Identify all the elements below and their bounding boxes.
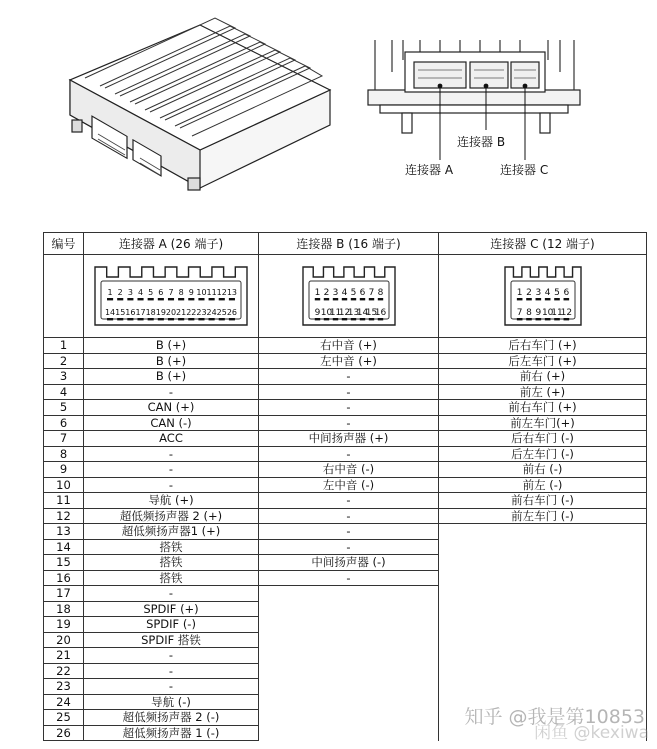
connector-a-pin-slot [158, 318, 164, 320]
header-number: 编号 [44, 233, 84, 255]
connector-a-top-pin-label: 7 [168, 288, 174, 297]
connector-c-top-pin-label: 6 [562, 288, 569, 298]
connector-a-function: 超低频扬声器 2 (+) [84, 508, 259, 524]
connector-a-top-pin-label: 8 [178, 288, 184, 297]
connector-a-function: - [84, 586, 259, 602]
connector-b-function: - [259, 446, 439, 462]
connector-b-top-pin-label: 4 [341, 288, 347, 298]
connector-b-top-pin-label: 1 [314, 288, 320, 298]
connector-c-pin-slot [554, 298, 560, 300]
connector-a-bottom-pin-label: 19 [155, 308, 166, 317]
connector-b-face-diagram [299, 263, 399, 329]
connector-a-pin-slot [178, 318, 184, 320]
connector-a-function: - [84, 446, 259, 462]
connector-a-function: 导航 (-) [84, 694, 259, 710]
connector-a-bottom-pin-label: 17 [135, 308, 146, 317]
connector-b-top-pin-label: 3 [332, 288, 338, 298]
connector-b-pin-slot [314, 298, 319, 300]
connector-a-pin-slot [168, 298, 174, 300]
connector-a-pin-slot [188, 298, 194, 300]
pin-number: 14 [44, 539, 84, 555]
table-row [44, 725, 647, 741]
table-row [44, 710, 647, 726]
table-row [44, 601, 647, 617]
connector-a-function: - [84, 648, 259, 664]
pin-number: 10 [44, 477, 84, 493]
connector-b-top-pin-label: 5 [350, 288, 356, 298]
connector-a-pin-slot [137, 318, 143, 320]
connector-b-bottom-pin-label: 11 [329, 308, 341, 318]
connector-b-pin-slot [359, 318, 364, 320]
connector-b-bottom-pin-label: 10 [320, 308, 332, 318]
connector-a-function: 搭铁 [84, 539, 259, 555]
pin-number: 20 [44, 632, 84, 648]
connector-b-pin-slot [350, 318, 355, 320]
connector-c-function [439, 524, 647, 540]
connector-c-function [439, 555, 647, 571]
connector-c-pin-slot [544, 298, 550, 300]
connector-c-function: 后左车门 (+) [439, 353, 647, 369]
pin-number: 8 [44, 446, 84, 462]
table-row [44, 632, 647, 648]
connector-a-function: CAN (-) [84, 415, 259, 431]
pin-number: 5 [44, 400, 84, 416]
connector-a-function: 搭铁 [84, 555, 259, 571]
connector-c-pin-slot [516, 298, 522, 300]
connector-c-function: 前右 (-) [439, 462, 647, 478]
connector-b-pin-slot [332, 318, 337, 320]
connector-c-top-pin-label: 5 [553, 288, 560, 298]
connector-b-bottom-pin-label: 9 [314, 308, 320, 318]
connector-a-top-pin-label: 6 [158, 288, 164, 297]
pin-number: 22 [44, 663, 84, 679]
connector-c-pin-slot [563, 318, 569, 320]
connector-b-function: - [259, 524, 439, 540]
connector-b-pin-slot [341, 298, 346, 300]
connector-c-bottom-pin-label: 7 [516, 308, 523, 318]
connector-b-top-pin-label: 7 [368, 288, 374, 298]
pin-number: 21 [44, 648, 84, 664]
connector-b-pin-slot [314, 318, 319, 320]
pin-number: 7 [44, 431, 84, 447]
table-row [44, 400, 647, 416]
connector-a-pin-slot [148, 298, 154, 300]
connector-a-function: 超低频扬声器1 (+) [84, 524, 259, 540]
connector-a-pin-slot [107, 298, 113, 300]
connector-a-pin-slot [117, 298, 123, 300]
connector-c-function: 后右车门 (+) [439, 338, 647, 354]
pin-number: 2 [44, 353, 84, 369]
pin-number: 15 [44, 555, 84, 571]
table-row [44, 353, 647, 369]
connector-b-pin-slot [332, 298, 337, 300]
connector-a-pin-slot [209, 318, 215, 320]
pin-number: 12 [44, 508, 84, 524]
connector-a-pin-slot [127, 298, 133, 300]
connector-a-pin-slot [137, 298, 143, 300]
table-header-row [44, 233, 647, 255]
connector-a-pin-slot [178, 298, 184, 300]
connector-c-function [439, 648, 647, 664]
connector-b-function: 左中音 (+) [259, 353, 439, 369]
pin-number: 11 [44, 493, 84, 509]
connector-b-pin-slot [368, 318, 373, 320]
table-row [44, 586, 647, 602]
connector-c-function [439, 663, 647, 679]
callout-connector-c: 连接器 C [500, 163, 549, 177]
connector-b-function [259, 632, 439, 648]
connector-b-function [259, 679, 439, 695]
connector-a-bottom-pin-label: 20 [165, 308, 177, 317]
connector-b-function [259, 725, 439, 741]
connector-c-function: 前左车门 (-) [439, 508, 647, 524]
connector-c-function [439, 679, 647, 695]
connector-a-pin-slot [168, 318, 174, 320]
table-row [44, 663, 647, 679]
connector-c-function [439, 539, 647, 555]
connector-c-function: 前右 (+) [439, 369, 647, 385]
table-row [44, 524, 647, 540]
connector-a-top-pin-label: 11 [206, 288, 217, 297]
connector-c-pin-slot [526, 298, 532, 300]
connector-c-top-pin-label: 2 [525, 288, 532, 298]
table-row [44, 415, 647, 431]
connector-c-function: 后左车门 (-) [439, 446, 647, 462]
pin-number: 16 [44, 570, 84, 586]
table-row [44, 570, 647, 586]
pin-number: 18 [44, 601, 84, 617]
connector-b-function: - [259, 570, 439, 586]
connector-c-pin-slot [554, 318, 560, 320]
connector-a-bottom-pin-label: 21 [176, 308, 187, 317]
pin-number: 24 [44, 694, 84, 710]
connector-a-top-pin-label: 4 [137, 288, 144, 297]
connector-a-function: 超低频扬声器 2 (-) [84, 710, 259, 726]
connector-c-top-pin-label: 1 [516, 288, 523, 298]
connector-c-bottom-pin-label: 12 [560, 308, 572, 318]
connector-a-function: CAN (+) [84, 400, 259, 416]
connector-b-bottom-pin-label: 14 [356, 308, 368, 318]
connector-b-function: - [259, 508, 439, 524]
connector-b-function: - [259, 539, 439, 555]
connector-b-function: 中间扬声器 (-) [259, 555, 439, 571]
connector-c-function [439, 725, 647, 741]
table-row [44, 338, 647, 354]
connector-a-bottom-pin-label: 25 [216, 308, 227, 317]
connector-a-pin-slot [148, 318, 154, 320]
connector-c-face-diagram [501, 263, 585, 329]
connector-b-bottom-pin-label: 12 [338, 308, 350, 318]
connector-diagram-row [44, 255, 647, 338]
connector-a-face-diagram [91, 263, 251, 329]
connector-a-function: - [84, 477, 259, 493]
connector-c-function: 前左车门(+) [439, 415, 647, 431]
connector-b-top-pin-label: 6 [359, 288, 365, 298]
connector-c-function: 前左 (+) [439, 384, 647, 400]
connector-c-pin-slot [526, 318, 532, 320]
table-row [44, 477, 647, 493]
connector-b-diagram-cell [259, 255, 439, 338]
table-row [44, 462, 647, 478]
table-row [44, 617, 647, 633]
connector-a-pin-slot [229, 318, 235, 320]
pin-number: 25 [44, 710, 84, 726]
connector-b-function: - [259, 415, 439, 431]
pin-number: 9 [44, 462, 84, 478]
connector-a-top-pin-label: 13 [226, 288, 238, 297]
connector-a-bottom-pin-label: 26 [226, 308, 238, 317]
connector-a-function: - [84, 663, 259, 679]
amplifier-isometric-drawing [70, 18, 330, 190]
connector-a-function: 导航 (+) [84, 493, 259, 509]
connector-a-function: ACC [84, 431, 259, 447]
pin-number: 3 [44, 369, 84, 385]
connector-b-bottom-pin-label: 16 [374, 308, 386, 318]
connector-b-function [259, 663, 439, 679]
watermark-zhihu: 知乎 @我是第10853 [464, 706, 645, 728]
header-connector-a: 连接器 A (26 端子) [84, 233, 259, 255]
connector-b-function: 右中音 (-) [259, 462, 439, 478]
table-row [44, 369, 647, 385]
connector-a-pin-slot [117, 318, 123, 320]
connector-a-pin-slot [107, 318, 113, 320]
connector-c-bottom-pin-label: 11 [550, 308, 563, 318]
connector-b-function: 右中音 (+) [259, 338, 439, 354]
connector-c-function [439, 632, 647, 648]
table-row [44, 679, 647, 695]
connector-b-pin-slot [368, 298, 373, 300]
connector-a-bottom-pin-label: 14 [104, 308, 116, 317]
connector-a-top-pin-label: 10 [196, 288, 207, 297]
connector-a-function: B (+) [84, 369, 259, 385]
connector-c-function: 前右车门 (-) [439, 493, 647, 509]
connector-a-function: - [84, 462, 259, 478]
pin-number: 4 [44, 384, 84, 400]
connector-b-function [259, 648, 439, 664]
connector-a-top-pin-label: 2 [117, 288, 123, 297]
connector-a-function: SPDIF (-) [84, 617, 259, 633]
connector-b-function: - [259, 400, 439, 416]
front-connector-b [470, 62, 508, 88]
header-connector-c: 连接器 C (12 端子) [439, 233, 647, 255]
amplifier-illustration [0, 0, 657, 220]
callout-connector-b: 连接器 B [457, 135, 506, 149]
pin-number: 1 [44, 338, 84, 354]
table-row [44, 431, 647, 447]
connector-a-function: - [84, 679, 259, 695]
connector-c-pin-slot [535, 318, 541, 320]
connector-b-function: 左中音 (-) [259, 477, 439, 493]
connector-a-pin-slot [229, 298, 235, 300]
pin-number: 17 [44, 586, 84, 602]
connector-c-top-pin-label: 3 [534, 288, 541, 298]
callout-connector-a: 连接器 A [405, 163, 454, 177]
connector-a-diagram-cell [84, 255, 259, 338]
connector-b-pin-slot [350, 298, 355, 300]
connector-c-function [439, 586, 647, 602]
connector-b-pin-slot [323, 298, 328, 300]
connector-b-function: - [259, 493, 439, 509]
connector-a-pin-slot [198, 318, 204, 320]
connector-a-top-pin-label: 1 [107, 288, 113, 297]
connector-a-top-pin-label: 12 [216, 288, 227, 297]
connector-a-bottom-pin-label: 18 [145, 308, 156, 317]
table-row [44, 384, 647, 400]
connector-a-function: B (+) [84, 338, 259, 354]
connector-b-top-pin-label: 2 [323, 288, 329, 298]
connector-c-pin-slot [563, 298, 569, 300]
connector-a-bottom-pin-label: 24 [206, 308, 217, 317]
connector-c-pin-slot [544, 318, 550, 320]
connector-b-top-pin-label: 8 [377, 288, 383, 298]
pin-number: 13 [44, 524, 84, 540]
connector-a-bottom-pin-label: 22 [186, 308, 197, 317]
table-row [44, 508, 647, 524]
connector-a-pin-slot [188, 318, 194, 320]
connector-c-bottom-pin-label: 10 [541, 308, 553, 318]
connector-a-function: SPDIF 搭铁 [84, 632, 259, 648]
connector-c-function: 前右车门 (+) [439, 400, 647, 416]
connector-c-function: 前左 (-) [439, 477, 647, 493]
connector-c-function [439, 601, 647, 617]
connector-b-function: - [259, 369, 439, 385]
table-row [44, 446, 647, 462]
connector-a-function: B (+) [84, 353, 259, 369]
connector-a-top-pin-label: 3 [127, 288, 133, 297]
connector-a-bottom-pin-label: 15 [115, 308, 126, 317]
connector-c-function [439, 570, 647, 586]
connector-b-function: 中间扬声器 (+) [259, 431, 439, 447]
connector-c-top-pin-label: 4 [544, 288, 551, 298]
connector-a-top-pin-label: 5 [148, 288, 154, 297]
connector-b-function [259, 601, 439, 617]
connector-b-pin-slot [359, 298, 364, 300]
connector-a-pin-slot [209, 298, 215, 300]
connector-c-function [439, 710, 647, 726]
connector-c-pin-slot [516, 318, 522, 320]
connector-b-pin-slot [323, 318, 328, 320]
connector-a-pin-slot [127, 318, 133, 320]
table-row [44, 648, 647, 664]
connector-b-function [259, 710, 439, 726]
connector-b-function [259, 694, 439, 710]
connector-a-bottom-pin-label: 23 [196, 308, 207, 317]
connector-b-pin-slot [377, 298, 382, 300]
watermark-xianyu: 闲鱼 @kexiwa [534, 723, 649, 743]
connector-c-diagram-cell [439, 255, 647, 338]
connector-b-function: - [259, 384, 439, 400]
connector-a-pin-slot [198, 298, 204, 300]
connector-c-function [439, 617, 647, 633]
connector-b-function [259, 617, 439, 633]
connector-c-function: 后右车门 (-) [439, 431, 647, 447]
header-connector-b: 连接器 B (16 端子) [259, 233, 439, 255]
pin-number: 26 [44, 725, 84, 741]
pin-number: 19 [44, 617, 84, 633]
pin-number: 23 [44, 679, 84, 695]
connector-b-bottom-pin-label: 13 [347, 308, 359, 318]
table-row [44, 555, 647, 571]
pinout-table [43, 232, 647, 741]
connector-b-function [259, 586, 439, 602]
connector-a-function: 搭铁 [84, 570, 259, 586]
pin-number: 6 [44, 415, 84, 431]
connector-a-pin-slot [158, 298, 164, 300]
connector-b-pin-slot [377, 318, 382, 320]
table-row [44, 694, 647, 710]
table-row [44, 493, 647, 509]
connector-a-function: 超低频扬声器 1 (-) [84, 725, 259, 741]
connector-c-pin-slot [535, 298, 541, 300]
connector-a-pin-slot [219, 298, 225, 300]
table-row [44, 539, 647, 555]
connector-a-function: - [84, 384, 259, 400]
connector-a-pin-slot [219, 318, 225, 320]
connector-c-bottom-pin-label: 8 [525, 308, 532, 318]
connector-c-function [439, 694, 647, 710]
connector-c-bottom-pin-label: 9 [534, 308, 541, 318]
connector-a-top-pin-label: 9 [188, 288, 194, 297]
connector-a-bottom-pin-label: 16 [125, 308, 136, 317]
connector-b-bottom-pin-label: 15 [365, 308, 377, 318]
connector-a-function: SPDIF (+) [84, 601, 259, 617]
connector-b-pin-slot [341, 318, 346, 320]
